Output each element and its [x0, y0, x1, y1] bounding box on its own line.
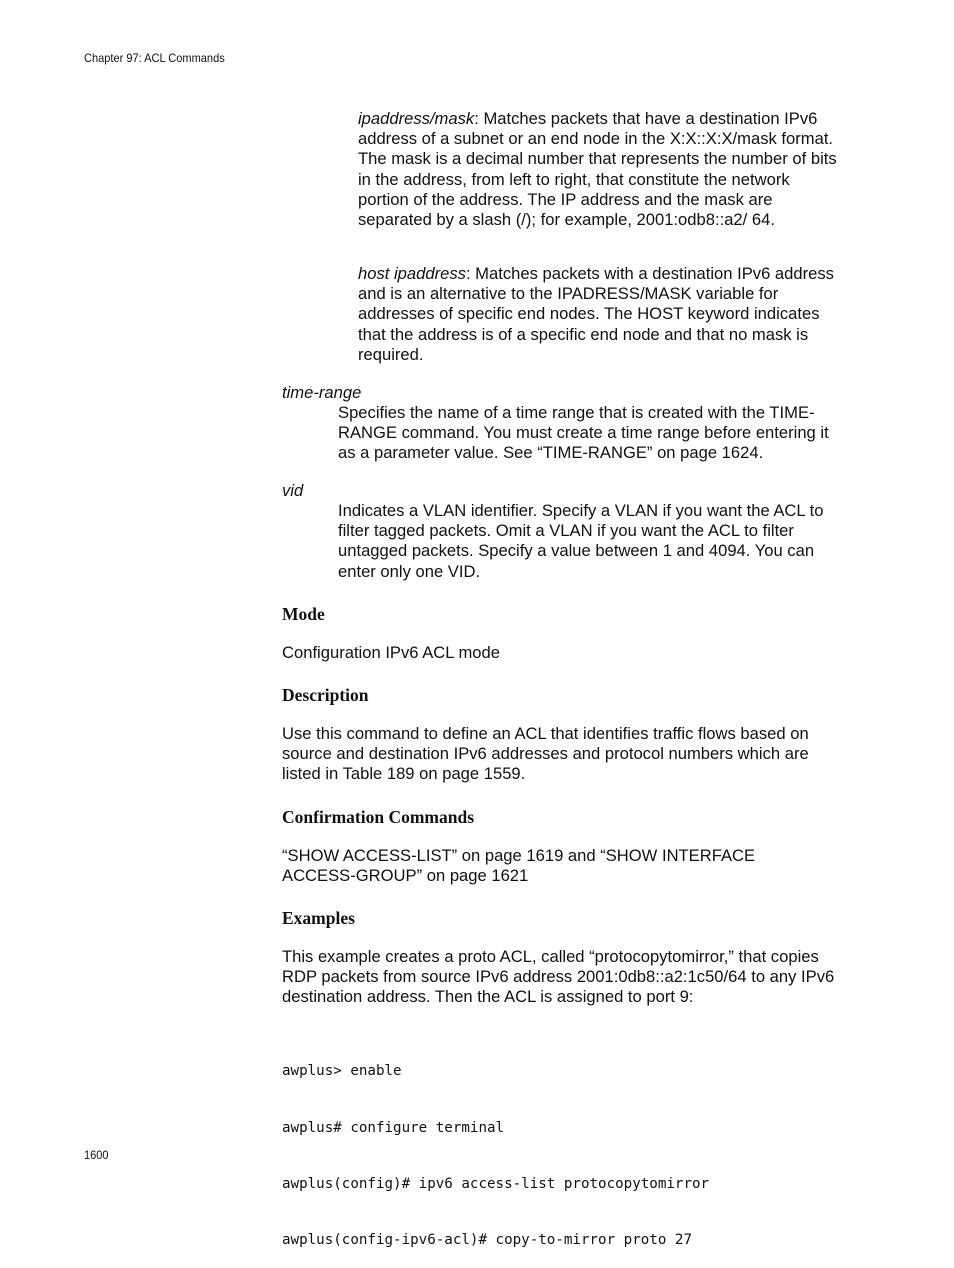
code-line: awplus> enable	[282, 1063, 402, 1080]
param-term-ipaddress-mask: ipaddress/mask	[358, 109, 475, 128]
param-text-time-range: Specifies the name of a time range that is created with the TIME-RANGE command. You must create a time range before entering it as a parameter value. See “TIME-RANGE” on page 1624.	[338, 403, 829, 463]
param-text-vid: Indicates a VLAN identifier. Specify a VLAN if you want the ACL to filter tagged packets. Omit a VLAN if you want the ACL to filter untagged packets. Specify a value between 1 and 4094. You can enter only one VID.	[338, 501, 824, 581]
examples-heading: Examples	[282, 908, 355, 928]
param-term-host-ipaddress: host ipaddress	[358, 264, 466, 283]
param-text-host-ipaddress: : Matches packets with a destination IPv6 address and is an alternative to the IPADRESS/MASK variable for addresses of specific end nodes. The HOST keyword indicates that the address is of a specific end node and that no mask is required.	[358, 264, 834, 364]
param-text-ipaddress-mask: : Matches packets that have a destination IPv6 address of a subnet or an end node in the X:X::X:X/mask format. The mask is a decimal number that represents the number of bits in the address, from left to right, that constitute the network portion of the address. The IP address and the mask are separated by a slash (/); for example, 2001:odb8::a2/ 64.	[358, 109, 837, 230]
example-code-block	[282, 1025, 709, 1268]
mode-heading: Mode	[282, 604, 325, 624]
param-term-vid: vid	[282, 481, 304, 500]
confirmation-heading: Confirmation Commands	[282, 807, 475, 827]
code-line: awplus(config-ipv6-acl)# copy-to-mirror proto 27	[282, 1231, 692, 1248]
description-heading: Description	[282, 685, 369, 705]
mode-text: Configuration IPv6 ACL mode	[282, 643, 500, 662]
param-ipaddress-mask	[358, 109, 840, 230]
description-text: Use this command to define an ACL that identifies traffic flows based on source and destination IPv6 addresses and protocol numbers which are listed in Table 189 on page 1559.	[282, 724, 809, 784]
confirmation-text: “SHOW ACCESS-LIST” on page 1619 and “SHOW INTERFACE ACCESS-GROUP” on page 1621	[282, 846, 756, 886]
page-number: 1600	[84, 1148, 109, 1162]
examples-text: This example creates a proto ACL, called “protocopytomirror,” that copies RDP packets from source IPv6 address 2001:0db8::a2:1c50/64 to any IPv6 destination address. Then the ACL is assigned to port 9:	[282, 947, 835, 1007]
running-header: Chapter 97: ACL Commands	[84, 51, 225, 65]
param-term-time-range: time-range	[282, 383, 362, 402]
param-host-ipaddress	[358, 264, 840, 365]
code-line: awplus# configure terminal	[282, 1119, 505, 1136]
code-line: awplus(config)# ipv6 access-list protocopytomirror	[282, 1175, 710, 1192]
